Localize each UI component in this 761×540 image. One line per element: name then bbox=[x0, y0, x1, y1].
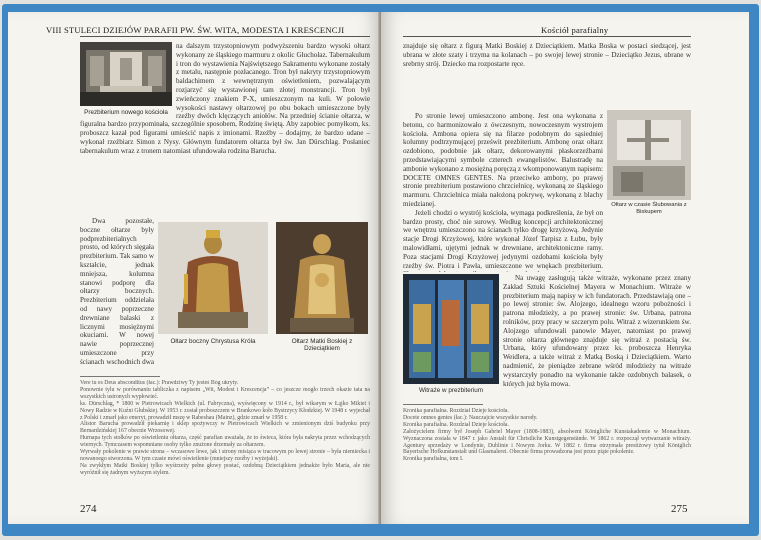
left-paragraph-1-continued: figuralna bardzo przypominała, szczególnie sposobem, Rodzinę świętą. Aby zapobiec pomyłkom, ks. proboszcz kazał pod figurami umieścić napis z imionami. Rzeźby – dodajmy, że bardzo udane – wykonał rzeźbiarz Simon z Nysy. Głównym fundatorem ołtarza był św. Jan Dürschlag. Posłaniec tabernakulum wraz z tronem natomiast ufundowała rodzina Barucha. bbox=[80, 120, 370, 155]
left-footnote: Wyrwały pokolenie w prawie strona – wczasowe lewe, jak i strony misiąca w tracowym po lewej stronie – była niemiecka i nowanoego stworzona. W tym czasie mówi oświetlenie (mniejszy rzeźby i wyżejaki). bbox=[80, 449, 370, 462]
christ-king-caption: Ołtarz boczny Chrystusa Króla bbox=[170, 338, 256, 345]
right-footnotes bbox=[403, 408, 691, 498]
right-page-number: 275 bbox=[671, 503, 688, 515]
right-paragraph-2-block bbox=[403, 112, 603, 272]
right-footnote: Założycielem firmy był Joseph Gabriel Mayer (1808-1883), absolwent Königliche Kunstakademie w Monachium. Wyznaczona została w 1847 r. jako Anstalt für Christliche Kunstgegenstände. W 1862 r. rozpoczął wytwarzanie witraży. Agentury sprzedaży w Londynie, Dublinie i Nowym Jorku. W 1882 r. firma otrzymała prestiżowy tytuł Königlich Bayerische Hofkunstanstalt und Glasmalerei. Obecnie firma prowadzona jest przez piąte pokolenie. bbox=[403, 428, 691, 456]
right-paragraph-4: Na uwagę zasługują także witraże, wykonane przez znany Zakład Sztuki Kościelnej Mayera w Monachium. Witraże w prezbiterium mają napisy w ich fundatorach. Przedstawiają one – po lewej stronie: św. Alojzego, idealnego wzoru pobożności i patrona młodzieży, a po prawej stronie: św. Urbana, patrona rolników, przy pracy w szczerym polu. Witraż z wizerunkiem św. Alojzego ufundowali panowie Mayer, natomiast po prawej stronie ołtarza głównego znajduje się witraż z postacią św. Urbana, który ufundowany przez ks. proboszcza Henryka Weidlera, a także witraż z Matką Boską i Dzieciątkiem. Warto nadmienić, że pieniądze zebrane wśród młodzieży na witraże wystarczyły ponadto na wykonanie także ozdobnych balasek, o których już była mowa. bbox=[503, 274, 691, 388]
altar-photo-caption: Prezbiterium nowego kościoła bbox=[84, 109, 168, 116]
left-paragraph-1-top bbox=[176, 42, 370, 120]
right-header-rule bbox=[403, 36, 691, 37]
left-running-head: VIII STULECI DZIEJÓW PARAFII PW. ŚW. WITA, MODESTA I KRESCENCJI bbox=[46, 25, 345, 35]
left-footnote: Na zwykłym Matki Boskiej tylko wyśtrzeży pełne głowy postać, ozdobną Dzieciątkiem jednakże było Maria, ale nie wyróżnił się żadnym wyższym stylem. bbox=[80, 462, 370, 476]
left-footnote: ks. Dürschlag, * 1800 w Pietrowicach Wielkich (ul. Fabryczna), wyświęcony w 1914 r., był wikarym w Łąjko Mikiet i Nowy Radzie w Kuźni Głubskiej. W 1953 r. został proboszczem w Brankowo koło Bystrzycy Kłodzkiej. W 1948 r. wyjechał z Polski i zmarł jako emeryt, prowadził mszę w Rabeshau (Mainz), gdzie zmarł w 1958 r. bbox=[80, 400, 370, 421]
right-paragraph-3: Jeżeli chodzi o wystrój kościoła, wymaga podkreślenia, że był on bardzo prosty, choć nie surowy. Według koncepcji architektonicznej we wnętrzu umieszczono na ścianach tylko drogę krzyżową. Jedynie stacje Drogi Krzyżowej, które wykonał Józef Tarpisz z Łubu, były malowidłami, ujętymi jednak w drewniane, architektoniczne ramy. Poza stacjami Drogi Krzyżowej jedynymi ozdobami kościoła były rzeźby św. Piotra i Pawła, umieszczone we wnękach prezbiterium. bbox=[403, 208, 603, 270]
christ-king-statue-photo bbox=[158, 222, 268, 334]
right-footnote-separator bbox=[403, 404, 483, 405]
right-footnote: Kronika parafialna. Rozdział Dzieje kościoła. bbox=[403, 421, 509, 428]
right-paragraph-1: znajduje się ołtarz z figurą Matki Boskiej z Dzieciątkiem. Matka Boska w postaci siedzącej, jest ubrana w złote szaty i trzyma na kolanach – po swojej lewej stronie – Dzieciątko Jezus, ubrane w srebrny strój. Dziecko ma rozpostarte ręce. bbox=[403, 42, 691, 68]
right-paragraph-4-block bbox=[503, 274, 691, 398]
right-paragraph-2: Po stronie lewej umieszczono ambonę. Jest ona wykonana z betonu, co harmonizowało z ówczesnym, nowoczesnym wystrojem kościoła. Ambona opiera się na filarze podobnym do sąsiedniej kolumny podtrzymującej prześwit prezbiterium. Ambonę oraz ołtarz ozdobiono, podobnie jak ołtarz, dekorowanymi płaskorzeźbami przedstawiającymi symbole czterech ewangelistów. Balustradę na ambonie wykonano z mosiężną poręczą z wkomponowanym napisem: DOCETE OMNES GENTES. Na przeciwko ambony, po prawej stronie prezbiterium postawiono chrzcielnicę, wykonaną ze śląskiego marmuru. Chrzcielnica miała nałożoną pokrywę, wykonaną z blachy miedzianej. bbox=[403, 112, 603, 208]
right-footnote: Docete omnes gentes (łac.): Nauczajcie wszystkie narody. bbox=[403, 414, 538, 421]
left-page-number: 274 bbox=[80, 503, 97, 515]
left-footnote: Hurnapa tych stołków po oświetleniu ołtarza, część parafian uważała, że to świeca, która była nakryta przez wchodzących wiernych. Tymczasem wspomniane osoby tylko znużone drzemały za ołtarzem. bbox=[80, 435, 370, 449]
left-page bbox=[8, 12, 380, 524]
stained-glass-caption: Witraże w prezbiterium bbox=[418, 387, 484, 394]
left-footnote: Ponownie tylu w porównaniu tabliczka z napisem „Wit, Modest i Krescencja” – co jeszcze mogło trzech okazie tata na wszystkich ustronych wypłowieć. bbox=[80, 386, 370, 400]
pulpit-photo bbox=[607, 110, 691, 200]
left-paragraph-1-cont bbox=[80, 120, 370, 216]
left-paragraph-1: na dalszym trzystopniowym podwyższeniu bardzo wysoki ołtarz wykonany ze śląskiego marmuru z okolic Głuchołaz. Tabernakulum i tron do wystawienia Najświętszego Sakramentu wykonane zostały z metalu, następnie pozłacanego. Tron był nakryty trzystopniowym baldachimem z wewnętrznym oświetleniem, pozwalającym rozjarzyć się wystawionej tam złotej monstrancji. Tron był zwieńczony znakiem P-X, umieszczonym na kuli. W połowie wysokości nastawy ołtarzowej po obu bokach umieszczone były rzeźby dwóch klęczących aniołów. Na przedniej ścianie ołtarza, w bbox=[176, 42, 370, 120]
right-footnote: Kronika parafialna. Rozdział Dzieje kościoła. bbox=[403, 408, 509, 414]
left-footnote: Alistor Barucha prowadził piekarnię i sklep spożywczy w Pietrowicach Wielkich w zmienionym dziś budynku przy Bernardzińskiej 167 obecnie Wrzosowej. bbox=[80, 421, 370, 435]
left-footnotes bbox=[80, 380, 370, 492]
left-paragraph-2-text: Dwa pozostałe, boczne ołtarze były podprezbiterialnych prosto, od których sięgała prezbiterium. Tak samo w kształcie, jednak mniejsza, kolumna stanowi podporę dla ołtarzy bocznych. Prezbiterium oddzielała od nawy poprzeczne drewniane balaski z licznymi mosiężnymi okuciami. W nowej nawie poprzecznej umieszczone przy ścianach wschodnich dwa bbox=[80, 217, 154, 364]
left-header-rule bbox=[80, 36, 370, 37]
right-footnote: Kronika parafialna, tom I. bbox=[403, 456, 464, 463]
left-footnote-separator bbox=[80, 376, 160, 377]
left-paragraph-2 bbox=[80, 217, 154, 364]
right-page bbox=[381, 12, 749, 524]
pulpit-photo-caption: Ołtarz w czasie Ślubowania z Biskupem bbox=[611, 202, 687, 216]
mary-statue-photo bbox=[276, 222, 368, 334]
right-running-head: Kościół parafialny bbox=[541, 25, 609, 35]
right-paragraph-1-block bbox=[403, 42, 691, 112]
left-footnote: Vere tu es Deus absconditus (łac.): Prawdziwy Ty jesteś Bóg ukryty. bbox=[80, 380, 239, 386]
mary-statue-caption: Ołtarz Matki Boskiej z Dzieciątkiem bbox=[291, 338, 353, 353]
stained-glass-photo bbox=[403, 274, 499, 384]
altar-photo bbox=[80, 42, 172, 106]
